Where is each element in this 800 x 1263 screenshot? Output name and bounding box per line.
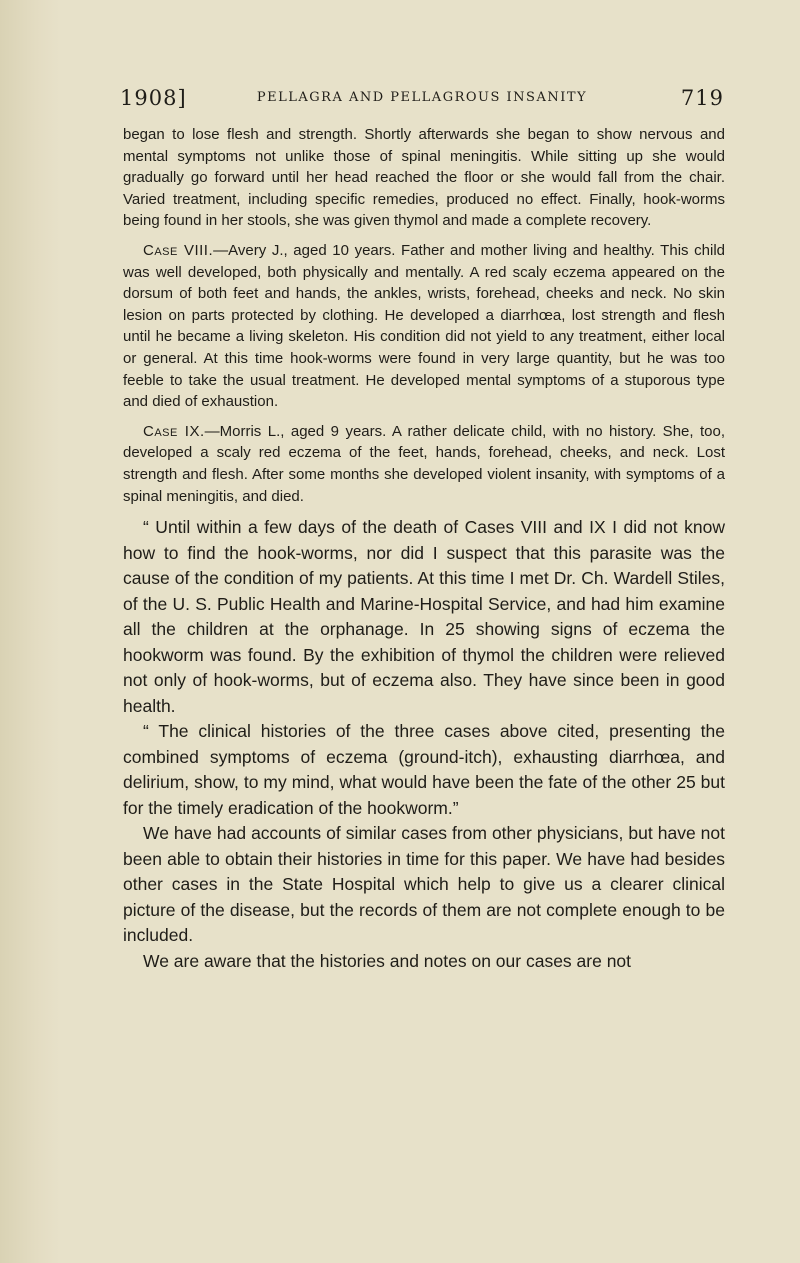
paragraph-text: —Avery J., aged 10 years. Father and mother living and healthy. This child was well developed, both physically and mentally. A red scaly eczema appeared on the dorsum of both feet and hands, the ankles, wrists, forehead, cheeks and neck. No skin lesion on parts protected by clothing. He developed a diarrhœa, lost strength and flesh until he became a living skeleton. His condition did not yield to any treatment, either local or general. At this time hook-worms were found in very large quantity, but he was too feeble to take the usual treatment. He developed mental symptoms of a stuporous type and died of exhaustion. bbox=[123, 241, 725, 411]
paragraph-quote-1: “ Until within a few days of the death of Cases VIII and IX I did not know how to find the hook-worms, nor did I suspect that this parasite was the cause of the condition of my patients. At this time I met Dr. Ch. Wardell Stiles, of the U. S. Public Health and Marine-Hospital Service, and had him examine all the children at the orphanage. In 25 showing signs of eczema the hookworm was found. By the exhibition of thymol the children were relieved not only of hook-worms, but of eczema also. They have since been in good health. bbox=[123, 517, 725, 716]
paragraph-final: We are aware that the histories and notes on our cases are not bbox=[143, 950, 632, 971]
paragraph-case-viii bbox=[123, 240, 725, 413]
header-title: PELLAGRA AND PELLAGROUS INSANITY bbox=[256, 90, 588, 105]
paragraph-similar-cases: We have had accounts of similar cases from other physicians, but have not been able to obtain their histories in time for this paper. We have had besides other cases in the State Hospital which help to give us a clearer clinical picture of the disease, but the records of them are not complete enough to be included. bbox=[123, 823, 725, 946]
paragraph-continued bbox=[123, 124, 725, 232]
case-heading: Case IX. bbox=[143, 422, 205, 440]
quoted-discussion bbox=[123, 515, 725, 974]
header-year: 1908] bbox=[120, 86, 187, 110]
running-header bbox=[120, 86, 724, 116]
page-body bbox=[123, 124, 725, 974]
paragraph-quote-2: “ The clinical histories of the three cases above cited, presenting the combined symptoms of eczema (ground-itch), exhausting diarrhœa, and delirium, show, to my mind, what would have been the fate of the other 25 but for the timely eradication of the hookworm.” bbox=[123, 721, 725, 818]
paragraph-case-ix bbox=[123, 421, 725, 507]
page-number: 719 bbox=[680, 86, 724, 110]
page-edge-shadow bbox=[0, 0, 60, 1263]
case-histories bbox=[123, 124, 725, 507]
case-heading: Case VIII. bbox=[143, 241, 214, 259]
paragraph-text: —Morris L., aged 9 years. A rather delicate child, with no history. She, too, developed a scaly red eczema of the feet, hands, forehead, cheeks, and neck. Lost strength and flesh. After some months she developed violent insanity, with symptoms of a spinal meningitis, and died. bbox=[123, 422, 726, 505]
paragraph-text: began to lose flesh and strength. Shortly afterwards she began to show nervous and mental symptoms not unlike those of spinal meningitis. While sitting up she would gradually go forward until her head reached the floor or she would fall from the chair. Varied treatment, including specific remedies, produced no effect. Finally, hook-worms being found in her stools, she was given thymol and made a complete recovery. bbox=[123, 126, 725, 230]
